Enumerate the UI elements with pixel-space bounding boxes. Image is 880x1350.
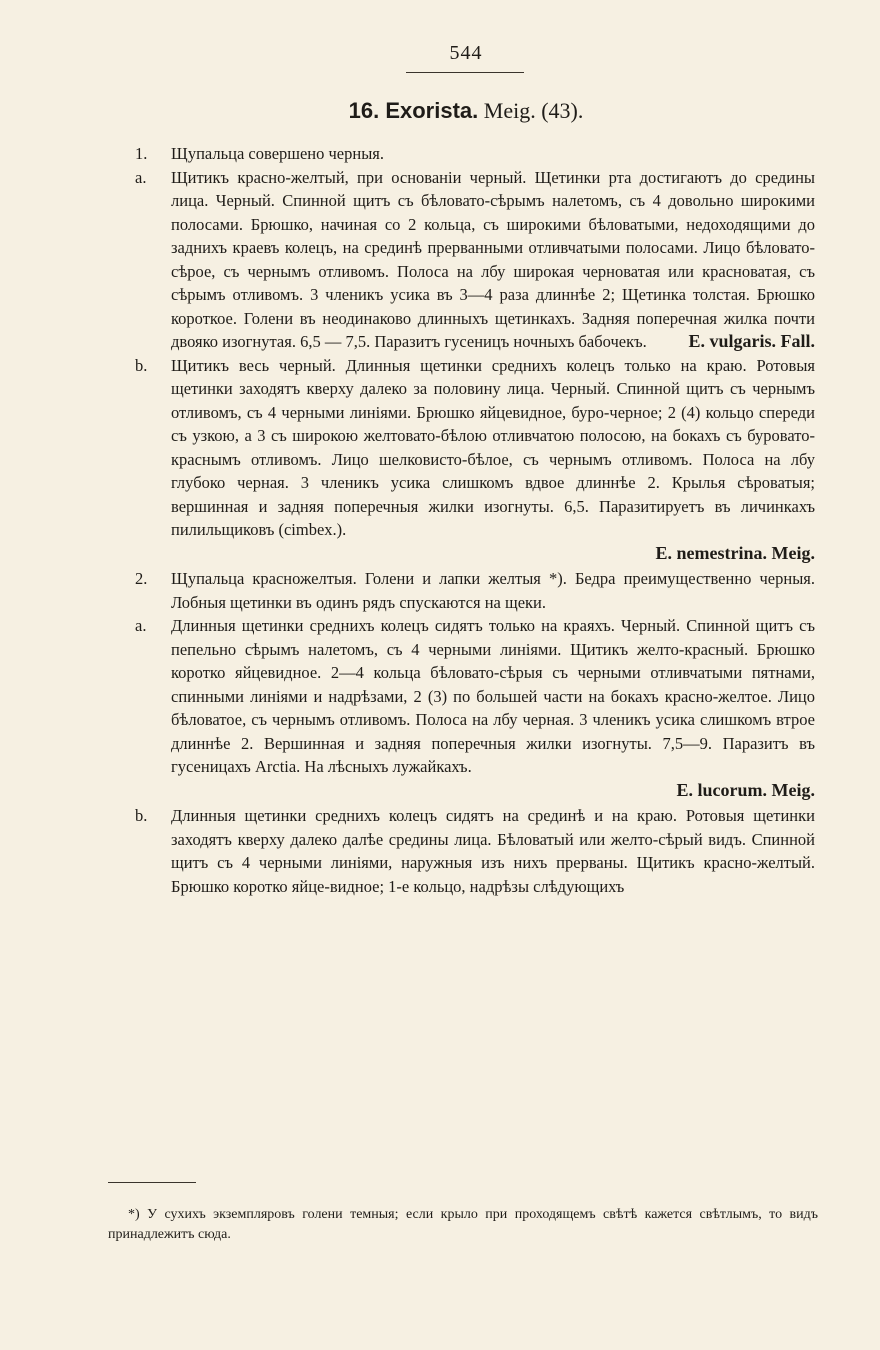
species-name: E. lucorum. Meig. [676,779,815,800]
genus-name: 16. Exorista. [348,98,479,123]
footnote-rule [108,1182,196,1183]
footnote: *) У сухихъ экземпляровъ голени темныя; если крыло при проходящемъ свѣтѣ кажется свѣтлымъ, то видъ принадлежитъ сюда. [108,1207,818,1242]
item-marker: 2. [135,569,148,588]
key-lead-2b [135,804,815,898]
species-name: E. vulgaris. Fall. [688,331,815,351]
section-heading [0,98,880,124]
key-lead-2a [135,614,815,802]
item-text-body: Щитикъ красно-желтый, при основанiи черный. Щетинки рта достигаютъ до средины лица. Черный. Спинной щитъ съ бѣловато-сѣрымъ налетомъ, съ 4 довольно широкими полосами. Брюшко, начиная со 2 кольца, съ широкими бѣловатыми, недоходящими до заднихъ краевъ колецъ, на срединѣ прерванными отливчатыми полосами. Лицо бѣловато-сѣрое, съ чернымъ отливомъ. Полоса на лбу широкая черноватая или красноватая, съ сѣрымъ отливомъ. 3 членикъ усика въ 3—4 раза длиннѣе 2; Щетинка толстая. Брюшко короткое. Голени въ неодинаково длинныхъ щетинкахъ. Задняя поперечная жилка почти двояко изогнутая. 6,5 — 7,5. Паразитъ гусеницъ ночныхъ бабочекъ. [171,167,815,351]
page-number: 544 [449,42,483,64]
header-rule [406,72,524,73]
item-marker: a. [135,616,147,635]
key-couplet-1 [135,142,815,166]
item-text: Щитикъ весь черный. Длинныя щетинки среднихъ колецъ только на краю. Ротовыя щетинки заходятъ кверху далеко за половину лица. Черный. Спинной щитъ съ чернымъ отливомъ, съ 4 черными линiями. Брюшко яйцевидное, буро-черное; 2 (4) кольцо спереди съ узкою, а 3 съ широкою желтовато-бѣлою отливчатою полосою, на бокахъ съ буровато-краснымъ отливомъ. Лицо шелковисто-бѣлое, съ чернымъ отливомъ. Полоса на лбу глубоко черная. 3 членикъ усика слишкомъ вдвое длиннѣе 2. Крылья сѣроватыя; вершинная и задняя поперечныя жилки изогнуты. 6,5. Паразитируетъ въ личинкахъ пилильщиковъ (cimbex.). [171,355,815,539]
item-text: Длинныя щетинки среднихъ колецъ сидятъ на срединѣ и на краю. Ротовыя щетинки заходятъ кверху далеко далѣе средины лица. Бѣловатый или желто-сѣрый видъ. Спинной щитъ съ 4 черными линiями, наружныя изъ нихъ прерваны. Щитикъ красно-желтый. Брюшко коротко яйце-видное; 1-е кольцо, надрѣзы слѣдующихъ [171,806,815,896]
key-lead-1b [135,354,815,566]
item-text: Длинныя щетинки среднихъ колецъ сидятъ только на краяхъ. Черный. Спинной щитъ съ пепельно сѣрымъ налетомъ, съ 4 черными линiями. Щитикъ желто-красный. Брюшко коротко яйцевидное. 2—4 кольца бѣловато-сѣрыя съ черными отливчатыми пятнами, спинными линiями и надрѣзами, 2 (3) по большей части на бокахъ красно-желтое. Лицо бѣловатое, съ чернымъ отливомъ. Полоса на лбу черная. 3 членикъ усика слишкомъ втрое длиннѣе 2. Вершинная и задняя поперечныя жилки изогнуты. 7,5—9. Паразитъ въ гусеницахъ Arctia. На лѣсныхъ лужайкахъ. [171,616,815,776]
item-text [171,166,815,354]
item-text: Щупальца совершено черныя. [171,144,385,163]
key-lead-1a [135,166,815,354]
item-marker: a. [135,167,147,187]
key-body [135,142,815,898]
species-name: E. nemestrina. Meig. [655,542,815,563]
item-marker: 1. [135,144,148,163]
item-marker: b. [135,355,148,375]
item-marker: b. [135,806,148,825]
genus-author: Meig. (43). [483,98,584,123]
key-couplet-2 [135,567,815,614]
item-text: Щупальца красножелтыя. Голени и лапки желтыя *). Бедра преимущественно черныя. Лобныя щетинки въ одинъ рядъ спускаются на щеки. [171,569,815,612]
